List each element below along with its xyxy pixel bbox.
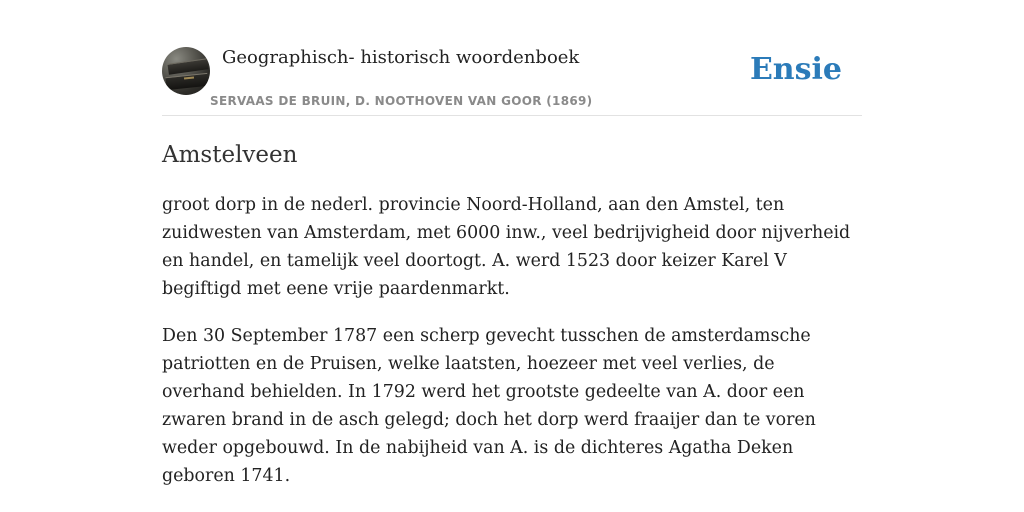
- authors-line: SERVAAS DE BRUIN, D. NOOTHOVEN VAN GOOR (1869): [210, 94, 593, 108]
- ensie-logo-link[interactable]: Ensie: [749, 52, 842, 87]
- book-title-link[interactable]: Geographisch- historisch woordenboek: [222, 47, 580, 68]
- entry-title: Amstelveen: [162, 142, 298, 168]
- entry-paragraph: Den 30 September 1787 een scherp gevecht tusschen de amsterdamsche patriotten en de Pruisen, welke laatsten, hoezeer met veel verlies, de overhand behielden. In 1792 werd het grootste gedeelte van A. door een zwaren brand in de asch gelegd; doch het dorp werd fraaijer dan te voren weder opgebouwd. In de nabijheid van A. is de dichteres Agatha Deken geboren 1741.: [162, 326, 816, 486]
- book-cover-avatar[interactable]: [162, 47, 210, 95]
- page: [162, 0, 862, 490]
- book-spine-image: [165, 73, 208, 90]
- entry-paragraph: groot dorp in de nederl. provincie Noord-Holland, aan den Amstel, ten zuidwesten van Amsterdam, met 6000 inw., veel bedrijvigheid door nijverheid en handel, en tamelijk veel doortogt. A. werd 1523 door keizer Karel V begiftigd met eene vrije paardenmarkt.: [162, 195, 851, 299]
- entry-header: [162, 47, 862, 116]
